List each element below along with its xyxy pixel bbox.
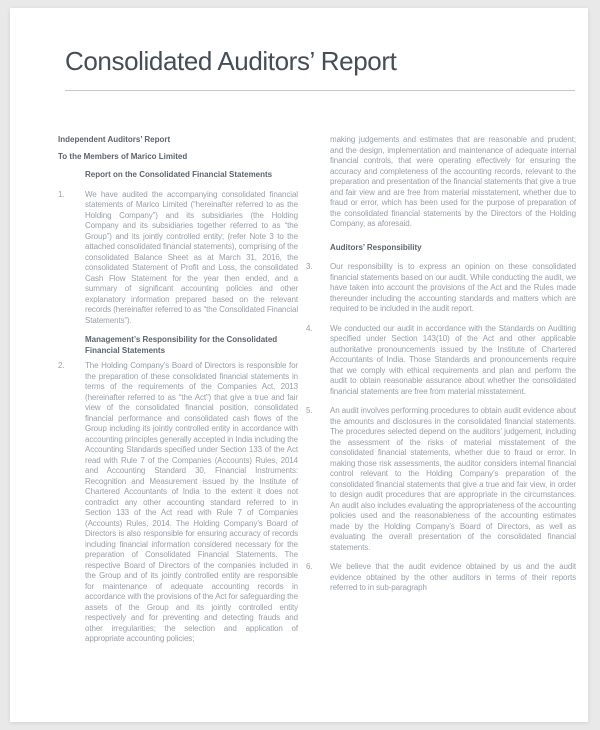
- heading-independent-auditors-report: Independent Auditors’ Report: [58, 135, 171, 144]
- paragraph-text: We conducted our audit in accordance with the Standards on Auditing specified under Section 143(10) of the Act and other applicable authoritative pronouncements issued by the Institute of Chartered Accountants of India. Those Standards and pronouncements require that we comply with ethical requirements and plan and perform the audit to obtain reasonable assurance about whether the consolidated financial statements are free from material misstatement.: [330, 323, 576, 396]
- paragraph-text: Our responsibility is to express an opinion on these consolidated financial statements based on our audit. While conducting the audit, we have taken into account the provisions of the Act and the Rules made thereunder including the accounting standards and matters which are required to be included in the audit report.: [330, 262, 576, 313]
- numbered-paragraph-1: [58, 190, 298, 327]
- paragraph-text: We have audited the accompanying consolidated financial statements of Marico Limited (“hereinafter referred to as the Holding Company”) and its subsidiaries (the Holding Company and its subsidiaries together referred to as “the Group”) and its jointly controlled entity; (refer Note 3 to the attached consolidated financial statements), comprising of the consolidated Balance Sheet as at March 31, 2016, the consolidated Statement of Profit and Loss, the consolidated Cash Flow Statement for the year then ended, and a summary of significant accounting policies and other explanatory information prepared based on the relevant records (hereinafter referred to as “the Consolidated Financial Statements”).: [85, 189, 298, 325]
- paragraph-number: 5.: [306, 406, 313, 415]
- numbered-paragraph-3: [306, 262, 576, 315]
- numbered-paragraph-6: [306, 562, 576, 594]
- paragraph-number: 4.: [306, 323, 313, 333]
- section-heading-managements-responsibility: Management’s Responsibility for the Consolidated Financial Statements: [85, 335, 278, 355]
- paragraph-text: An audit involves performing procedures to obtain audit evidence about the amounts and disclosures in the consolidated financial statements. The procedures selected depend on the auditors’ judgement, including the assessment of the risks of material misstatement of the consolidated financial statements, whether due to fraud or error. In making those risk assessments, the auditor considers internal financial control relevant to the Holding Company’s preparation of the consolidated financial statements that give a true and fair view, in order to design audit procedures that are appropriate in the circumstances. An audit also includes evaluating the appropriateness of the accounting policies used and the reasonableness of the accounting estimates made by the Holding Company’s Board of Directors, as well as evaluating the overall presentation of the consolidated financial statements.: [330, 406, 576, 552]
- paragraph-number: [306, 135, 330, 230]
- numbered-paragraph-5: [306, 406, 576, 553]
- numbered-paragraph-4: [306, 324, 576, 398]
- right-column: [306, 135, 576, 654]
- numbered-paragraph-2: [58, 361, 298, 645]
- paragraph-number: 3.: [306, 262, 313, 271]
- paragraph-number: 2.: [58, 361, 65, 370]
- heading-to-the-members: To the Members of Marico Limited: [58, 151, 188, 161]
- page-title: Consolidated Auditors’ Report: [65, 46, 397, 76]
- paragraph-text: We believe that the audit evidence obtained by us and the audit evidence obtained by the other auditors in terms of their reports referred to in sub-paragraph: [330, 562, 576, 592]
- document-page: [10, 8, 588, 722]
- left-column: [58, 135, 298, 654]
- paragraph-number: 6.: [306, 562, 313, 571]
- paragraph-2-continuation: [306, 135, 576, 230]
- title-divider: [65, 90, 575, 91]
- paragraph-text: The Holding Company’s Board of Directors is responsible for the preparation of these consolidated financial statements in terms of the requirements of the Companies Act, 2013 (hereinafter referred to as “the Act”) that give a true and fair view of the consolidated financial position, consolidated financial performance and consolidated cash flows of the Group including its jointly controlled entity in accordance with accounting principles generally accepted in India including the Accounting Standards specified under Section 133 of the Act read with Rule 7 of the Companies (Accounts) Rules, 2014 and Accounting Standard 30, Financial Instruments: Recognition and Measurement issued by the Institute of Chartered Accountants of India to the extent it does not contradict any other accounting standard referred to in Section 133 of the Act read with Rule 7 of Companies (Accounts) Rules, 2014. The Holding Company’s Board of Directors is also responsible for ensuring accuracy of records including financial information considered necessary for the preparation of Consolidated Financial Statements. The respective Board of Directors of the companies included in the Group and of its jointly controlled entity are responsible for maintenance of adequate accounting records in accordance with the provisions of the Act for safeguarding the assets of the Group and its jointly controlled entity respectively and for preventing and detecting frauds and other irregularities; the selection and application of appropriate accounting policies;: [85, 361, 298, 643]
- paragraph-number: 1.: [58, 189, 65, 199]
- section-heading-auditors-responsibility: Auditors’ Responsibility: [330, 242, 422, 252]
- two-column-body: [10, 135, 588, 654]
- section-heading-report-on-cfs: Report on the Consolidated Financial Statements: [85, 170, 273, 179]
- paragraph-text: making judgements and estimates that are reasonable and prudent; and the design, implementation and maintenance of adequate internal financial controls, that were operating effectively for ensuring the accuracy and completeness of the accounting records, relevant to the preparation and presentation of the financial statements that give a true and fair view and are free from material misstatement, whether due to fraud or error, which has been used for the purpose of preparation of the consolidated financial statements by the Directors of the Holding Company, as aforesaid.: [330, 135, 576, 228]
